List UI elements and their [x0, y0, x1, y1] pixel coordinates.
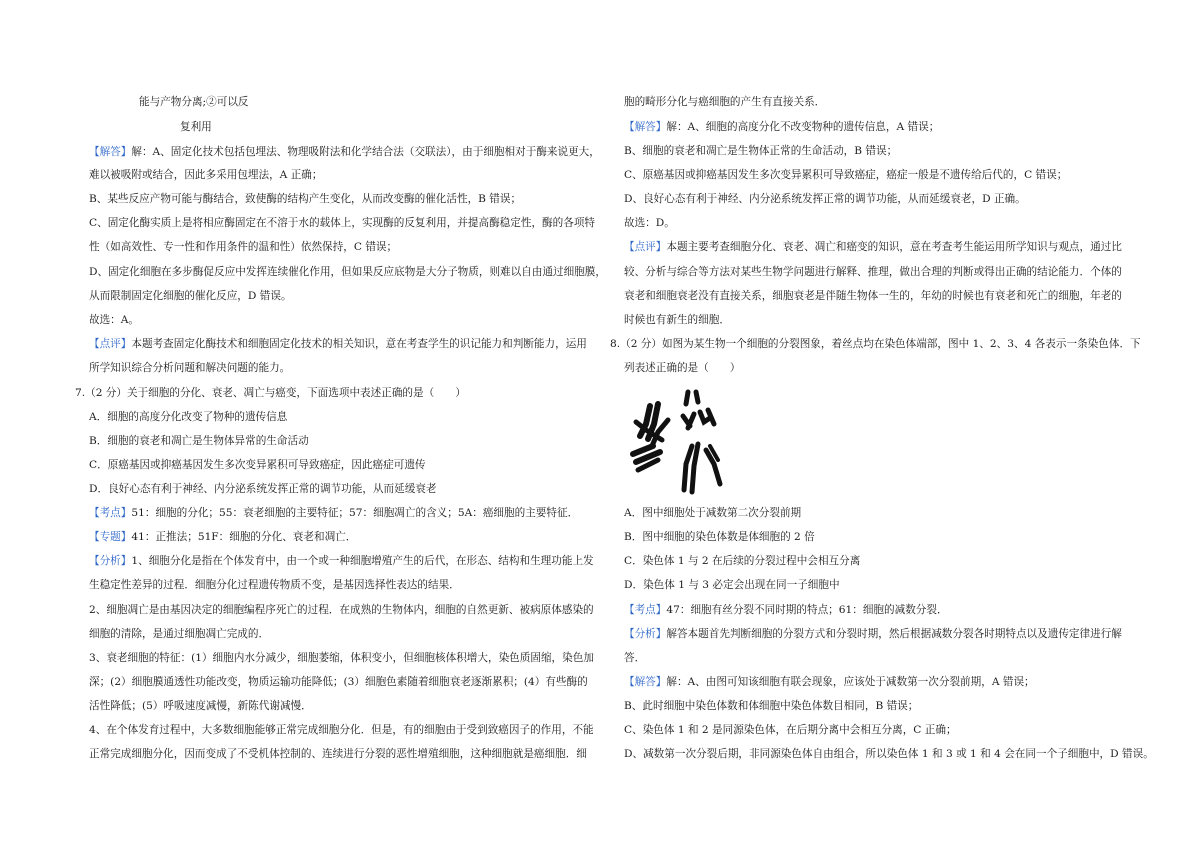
- q6-answer-line6: D、固定化细胞在多步酶促反应中发挥连续催化作用，但如果反应底物是大分子物质，则难以自由通过细胞膜，: [89, 266, 606, 278]
- q8-stem-line1: 8.（2 分）如图为某生物一个细胞的分裂图象，着丝点均在染色体端部，图中 1、2、3、4 各表示一条染色体．下: [610, 338, 1141, 350]
- analysis-tag: 【分析】: [624, 628, 667, 640]
- q7-analysis-line9: 正常完成细胞分化，因而变成了不受机体控制的、连续进行分裂的恶性增殖细胞，这种细胞就是癌细胞．细: [89, 748, 587, 760]
- q7-analysis-line8: 4、在个体发育过程中，大多数细胞能够正常完成细胞分化．但是，有的细胞由于受到致癌因子的作用，不能: [89, 724, 594, 736]
- q7-option-d: D．良好心态有利于神经、内分泌系统发挥正常的调节功能，从而延缓衰老: [89, 483, 437, 495]
- q6-answer-line2: 难以被吸附或结合，因此多采用包埋法，A 正确；: [89, 169, 323, 181]
- chromosome-4a: [686, 392, 688, 404]
- q6-review-line2: 所学知识综合分析问题和解决问题的能力。: [89, 362, 291, 374]
- analysis-tag: 【分析】: [89, 555, 132, 567]
- q7-analysis-line2: 生稳定性差异的过程．细胞分化过程遗传物质不变，是基因选择性表达的结果．: [89, 579, 460, 591]
- q8-analysis-line2: 答．: [624, 652, 646, 664]
- q7-review-line2: 较、分析与综合等方法对某些生物学问题进行解释、推理，做出合理的判断或得出正确的结论能力．个体的: [624, 266, 1122, 278]
- q7-answer-line3: C、原癌基因或抑癌基因发生多次变异累积可导致癌症，癌症一般是不遗传给后代的，C 错误；: [624, 169, 1068, 181]
- q7-review-line1: 【点评】本题主要考查细胞分化、衰老、凋亡和癌变的知识，意在考查考生能运用所学知识与观点，通过比: [624, 241, 1122, 253]
- q8-stem-line2: 列表述正确的是（ ）: [624, 362, 741, 374]
- q8-answer-line2: B、此时细胞中染色体数和体细胞中染色体数目相同，B 错误；: [624, 700, 919, 712]
- q7-analysis-line6: 深；(2）细胞膜通透性功能改变，物质运输功能降低；(3）细胞色素随着细胞衰老逐渐累积；(4）有些酶的: [89, 676, 588, 688]
- q7-answer-line5: 故选：D。: [624, 217, 675, 229]
- q8-option-a: A．图中细胞处于减数第二次分裂前期: [624, 507, 802, 519]
- q7-option-c: C．原癌基因或抑癌基因发生多次变异累积可导致癌症，因此癌症可遗传: [89, 459, 426, 471]
- q7-analysis-line10: 胞的畸形分化与癌细胞的产生有直接关系．: [624, 96, 826, 108]
- answer-tag: 【解答】: [624, 121, 667, 133]
- q8-analysis-line1: 【分析】解答本题首先判断细胞的分裂方式和分裂时期，然后根据减数分裂各时期特点以及遗传定律进行解: [624, 628, 1122, 640]
- q7-analysis-line3: 2、细胞凋亡是由基因决定的细胞编程序死亡的过程．在成熟的生物体内，细胞的自然更新、被病原体感染的: [89, 604, 594, 616]
- q8-option-c: C．染色体 1 与 2 在后续的分裂过程中会相互分离: [624, 555, 861, 567]
- q7-analysis-line1: 【分析】1、细胞分化是指在个体发育中，由一个或一种细胞增殖产生的后代，在形态、结构和生理功能上发: [89, 555, 594, 567]
- review-tag: 【点评】: [89, 338, 132, 350]
- answer-tag: 【解答】: [624, 676, 667, 688]
- q7-review-line4: 时候也有新生的细胞．: [624, 314, 730, 326]
- q8-answer-line4: D、减数第一次分裂后期，非同源染色体自由组合，所以染色体 1 和 3 或 1 和 4 会在同一个子细胞中，D 错误。: [624, 748, 1154, 760]
- q7-review-line3: 衰老和细胞衰老没有直接关系，细胞衰老是伴随生物体一生的，年幼的时候也有衰老和死亡的细胞，年老的: [624, 290, 1122, 302]
- chromosome-3a: [633, 446, 653, 454]
- q7-analysis-line7: 活性降低；(5）呼吸速度减慢，新陈代谢减慢．: [89, 700, 312, 712]
- chromosome-5b: [688, 414, 694, 428]
- q8-answer-line3: C、染色体 1 和 2 是同源染色体，在后期分离中会相互分离，C 正确；: [624, 724, 957, 736]
- q8-answer-line1: 【解答】解：A、由图可知该细胞有联会现象，应该处于减数第一次分裂前期，A 错误；: [624, 676, 1035, 688]
- q6-answer-line1: 【解答】解：A、固定化技术包括包埋法、物理吸附法和化学结合法（交联法），由于细胞相对于酶来说更大，: [89, 146, 600, 158]
- q8-option-b: B．图中细胞的染色体数是体细胞的 2 倍: [624, 531, 815, 543]
- keypoint-tag: 【考点】: [89, 507, 132, 519]
- q7-answer-line4: D、良好心态有利于神经、内分泌系统发挥正常的调节功能，从而延缓衰老，D 正确。: [624, 193, 1026, 205]
- q7-answer-line1: 【解答】解：A、细胞的高度分化不改变物种的遗传信息，A 错误；: [624, 121, 940, 133]
- q8-option-d: D．染色体 1 与 3 必定会出现在同一子细胞中: [624, 579, 840, 591]
- chromosome-6b: [708, 410, 714, 424]
- q6-answer-line3: B、某些反应产物可能与酶结合，致使酶的结构产生变化，从而改变酶的催化活性，B 错误；: [89, 193, 522, 205]
- q7-answer-line2: B、细胞的衰老和凋亡是生物体正常的生命活动，B 错误；: [624, 145, 898, 157]
- chromosome-4b: [696, 392, 698, 402]
- q8-keypoint: 【考点】47：细胞有丝分裂不同时期的特点；61：细胞的减数分裂．: [624, 604, 948, 616]
- q7-option-b: B．细胞的衰老和凋亡是生物体异常的生命活动: [89, 435, 309, 447]
- q7-analysis-line5: 3、衰老细胞的特征：(1）细胞内水分减少，细胞萎缩，体积变小，但细胞核体积增大，染色质固缩，染色加: [89, 652, 594, 664]
- q7-topic: 【专题】41：正推法；51F：细胞的分化、衰老和凋亡．: [89, 531, 357, 543]
- q6-answer-line5: 性（如高效性、专一性和作用条件的温和性）依然保持，C 错误；: [89, 241, 398, 253]
- q6-answer-line8: 故选：A。: [89, 314, 140, 326]
- q6-answer-line7: 从而限制固定化细胞的催化反应，D 错误。: [89, 290, 292, 302]
- review-tag: 【点评】: [624, 241, 667, 253]
- table-fragment-line2: 复利用: [180, 121, 212, 133]
- q7-analysis-line4: 细胞的清除，是通过细胞凋亡完成的．: [89, 628, 270, 640]
- keypoint-tag: 【考点】: [624, 604, 667, 616]
- q6-review-line1: 【点评】本题考查固定化酶技术和细胞固定化技术的相关知识，意在考查学生的识记能力和判断能力，运用: [89, 338, 587, 350]
- topic-tag: 【专题】: [89, 531, 132, 543]
- q6-answer-line4: C、固定化酶实质上是将相应酶固定在不溶于水的载体上，实现酶的反复利用，并提高酶稳定性，酶的各项特: [89, 217, 596, 229]
- q7-option-a: A．细胞的高度分化改变了物种的遗传信息: [89, 411, 288, 423]
- q7-keypoint: 【考点】51：细胞的分化；55：衰老细胞的主要特征；57：细胞凋亡的含义；5A：癌细胞的主要特征．: [89, 507, 579, 519]
- q7-stem: 7.（2 分）关于细胞的分化、衰老、凋亡与癌变，下面选项中表述正确的是（ ）: [75, 387, 466, 399]
- answer-tag: 【解答】: [89, 146, 132, 158]
- table-fragment-line1: 能与产物分离;②可以反: [139, 96, 249, 108]
- chromosome-figure: [628, 384, 728, 499]
